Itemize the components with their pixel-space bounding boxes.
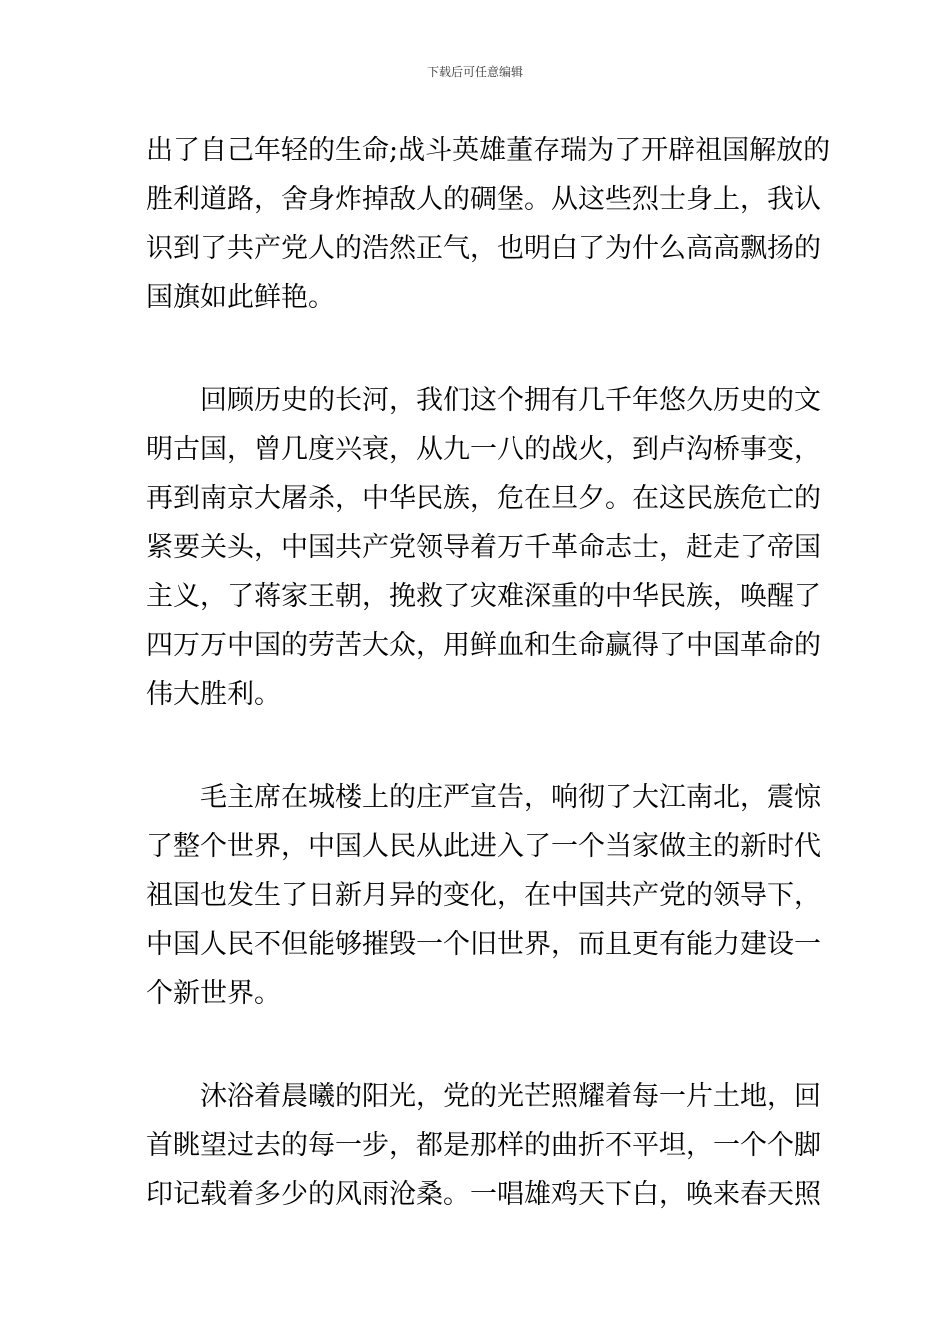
paragraph-2 — [146, 376, 821, 719]
text-line: 祖国也发生了日新月异的变化，在中国共产党的领导下， — [146, 880, 821, 911]
paragraph-1 — [146, 126, 831, 322]
text-line: 国旗如此鲜艳。 — [146, 282, 335, 313]
text-line: 再到南京大屠杀，中华民族，危在旦夕。在这民族危亡的 — [146, 483, 821, 514]
paragraph-3 — [146, 773, 821, 1018]
text-line: 印记载着多少的风雨沧桑。一唱雄鸡天下白，唤来春天照 — [146, 1179, 821, 1210]
paragraph-4 — [146, 1072, 821, 1219]
text-line: 识到了共产党人的浩然正气，也明白了为什么高高飘扬的 — [146, 233, 821, 264]
text-line: 回顾历史的长河，我们这个拥有几千年悠久历史的文 — [200, 385, 821, 416]
text-line: 首眺望过去的每一步，都是那样的曲折不平坦，一个个脚 — [146, 1130, 821, 1161]
text-line: 伟大胜利。 — [146, 679, 281, 710]
text-line: 沐浴着晨曦的阳光，党的光芒照耀着每一片土地，回 — [200, 1081, 821, 1112]
text-line: 毛主席在城楼上的庄严宣告，响彻了大江南北，震惊 — [200, 782, 821, 813]
text-line: 主义，了蒋家王朝，挽救了灾难深重的中华民族，唤醒了 — [146, 581, 821, 612]
text-line: 中国人民不但能够摧毁一个旧世界，而且更有能力建设一 — [146, 929, 821, 960]
text-line: 紧要关头，中国共产党领导着万千革命志士，赶走了帝国 — [146, 532, 821, 563]
text-line: 明古国，曾几度兴衰，从九一八的战火，到卢沟桥事变， — [146, 434, 821, 465]
text-line: 了整个世界，中国人民从此进入了一个当家做主的新时代 — [146, 831, 821, 862]
text-line: 个新世界。 — [146, 978, 281, 1009]
text-line: 胜利道路，舍身炸掉敌人的碉堡。从这些烈士身上，我认 — [146, 184, 821, 215]
page-header: 下载后可任意编辑 — [426, 65, 523, 79]
text-line: 出了自己年轻的生命;战斗英雄董存瑞为了开辟祖国解放的 — [146, 135, 831, 166]
text-line: 四万万中国的劳苦大众，用鲜血和生命赢得了中国革命的 — [146, 630, 821, 661]
document-body — [146, 126, 831, 1273]
